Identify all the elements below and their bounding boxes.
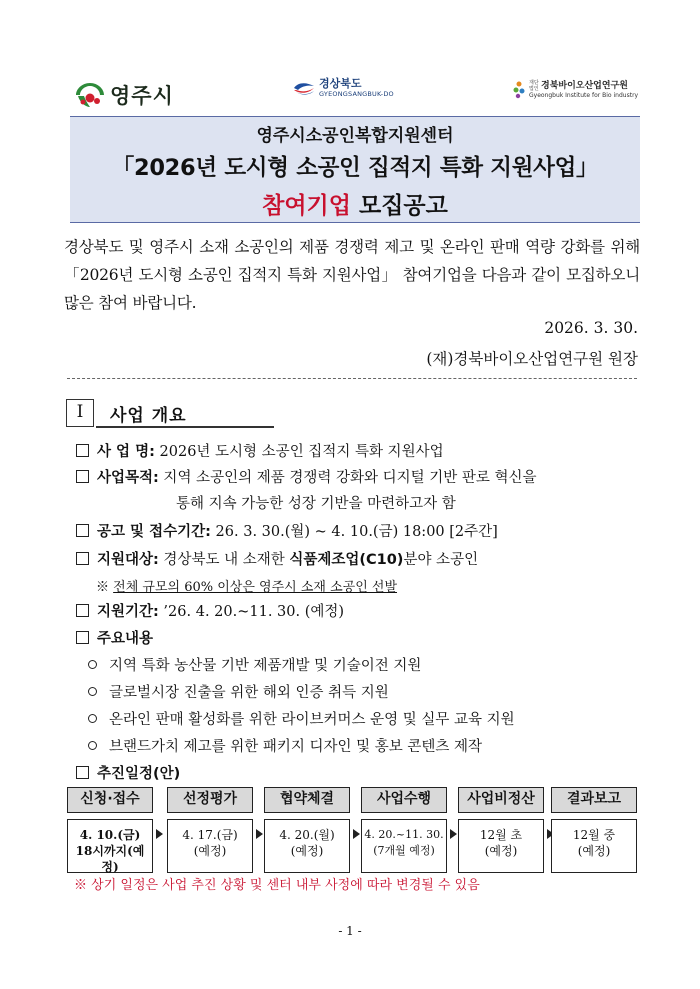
circle-bullet-icon [88,687,97,696]
header-subtitle [70,187,640,220]
page-number: - 1 - [338,924,362,938]
gbis-emblem-icon [512,80,526,100]
gbis-logo-en: Gyeongbuk Institute for Bio industry [529,92,639,99]
section-number: Ⅰ [66,399,94,427]
gbis-logo-name: 경북바이오산업연구원 [541,80,628,91]
announcement-date: 2026. 3. 30. [544,319,638,337]
content-bullet [88,681,389,702]
schedule-flow [67,787,637,877]
item-value: 2026년 도시형 소공인 집적지 특화 지원사업 [154,444,444,460]
note-prefix: ※ [96,580,114,595]
dashed-divider [67,378,637,379]
stage-date: 4. 20.(월) [279,828,335,842]
stage-title: 사업수행 [361,787,447,813]
stage-title: 선정평가 [167,787,253,813]
circle-bullet-icon [88,660,97,669]
arrow-right-icon [353,829,360,839]
schedule-stage [361,787,447,873]
yeongju-logo [74,80,174,110]
stage-detail [67,819,153,873]
stage-note: (7개월 예정) [373,844,435,857]
item-label: 공고 및 접수기간: [97,524,211,540]
header-center-name: 영주시소공인복합지원센터 [256,126,454,146]
item-value: 26. 3. 30.(월) ~ 4. 10.(금) 18:00 [2주간] [210,524,498,540]
yeongju-logo-text: 영주시 [110,84,174,108]
stage-note: (예정) [577,844,611,858]
stage-note: (예정) [193,844,227,858]
item-purpose [76,466,536,487]
bullet-text: 글로벌시장 진출을 위한 해외 인증 취득 지원 [109,685,389,701]
item-purpose-cont: 통해 지속 가능한 성장 기반을 마련하고자 함 [176,496,456,512]
item-label: 사업목적: [97,470,159,486]
stage-date: 12월 초 [479,828,523,842]
schedule-stage [67,787,153,873]
checkbox-square-icon [76,631,89,644]
bullet-text: 브랜드가치 제고를 위한 패키지 디자인 및 홍보 콘텐츠 제작 [109,739,483,755]
checkbox-square-icon [76,444,89,457]
logo-bar [0,72,700,116]
item-target-note [96,576,397,595]
item-label: 주요내용 [97,631,154,647]
gbis-logo [512,80,638,100]
checkbox-square-icon [76,604,89,617]
content-bullet [88,735,482,756]
note-text: 전체 규모의 60% 이상은 영주시 소재 소공인 선발 [113,580,398,595]
item-schedule [76,762,180,783]
schedule-stage [458,787,544,873]
arrow-right-icon [156,829,163,839]
checkbox-square-icon [76,552,89,565]
schedule-stage [264,787,350,873]
item-project-name [76,440,444,461]
section-title: 사업 개요 [110,406,187,426]
gbis-logo-small: 재단 법인 [529,80,539,92]
circle-bullet-icon [88,741,97,750]
stage-date: 4. 10.(금) [79,828,141,842]
arrow-right-icon [450,829,457,839]
checkbox-square-icon [76,524,89,537]
gyeongbuk-emblem-icon [292,78,316,98]
item-label: 사 업 명: [97,444,155,460]
announcement-signer: (재)경북바이오산업연구원 원장 [426,350,638,368]
stage-title: 신청·접수 [67,787,153,813]
header-subtitle-highlight: 참여기업 [262,193,351,219]
stage-note: (예정) [484,844,518,858]
item-label: 지원기간: [97,604,159,620]
checkbox-square-icon [76,766,89,779]
item-support-period [76,600,344,621]
stage-title: 협약체결 [264,787,350,813]
stage-detail [361,819,447,873]
item-value-bold: 식품제조업(C10) [289,552,404,568]
circle-bullet-icon [88,714,97,723]
item-target [76,548,478,569]
item-label: 추진일정(안) [97,766,181,782]
content-bullet [88,654,421,675]
item-contents [76,627,153,648]
content-bullet [88,708,515,729]
stage-note: 18시까지(예정) [75,844,145,874]
item-label: 지원대상: [97,552,159,568]
item-value: 경상북도 내 소재한 [158,552,290,568]
bullet-text: 지역 특화 농산물 기반 제품개발 및 기술이전 지원 [109,658,422,674]
stage-date: 4. 20.~11. 30. [364,828,444,841]
stage-detail [458,819,544,873]
header-title: 「2026년 도시형 소공인 집적지 특화 지원사업」 [111,155,599,181]
stage-date: 4. 17.(금) [182,828,238,842]
announcement-header [70,116,640,223]
item-period [76,520,498,541]
schedule-stage [551,787,637,873]
stage-title: 사업비정산 [458,787,544,813]
section-header [66,399,226,429]
intro-paragraph: 경상북도 및 영주시 소재 소공인의 제품 경쟁력 제고 및 온라인 판매 역량 강화를 위해 「2026년 도시형 소공인 집적지 특화 지원사업」 참여기업을 다음과 같이 모집하오니 많은 참여 바랍니다. [64,238,640,312]
stage-detail [551,819,637,873]
yeongju-emblem-icon [74,81,106,109]
stage-detail [264,819,350,873]
item-value: 지역 소공인의 제품 경쟁력 강화와 디지털 기반 판로 혁신을 [158,470,537,486]
header-subtitle-rest: 모집공고 [350,193,448,219]
item-value: 분야 소공인 [403,552,479,568]
checkbox-square-icon [76,470,89,483]
arrow-right-icon [256,829,263,839]
gyeongbuk-logo-name: 경상북도 [319,77,362,90]
item-value: ’26. 4. 20.~11. 30. (예정) [158,604,345,620]
stage-note: (예정) [290,844,324,858]
schedule-stage [167,787,253,873]
stage-date: 12월 중 [572,828,616,842]
bullet-text: 온라인 판매 활성화를 위한 라이브커머스 운영 및 실무 교육 지원 [109,712,515,728]
section-underline [96,426,274,428]
stage-detail [167,819,253,873]
gyeongbuk-logo-en: GYEONGSANGBUK-DO [319,90,394,98]
gyeongbuk-logo [292,78,394,98]
stage-title: 결과보고 [551,787,637,813]
schedule-footnote: ※ 상기 일정은 사업 추진 상황 및 센터 내부 사정에 따라 변경될 수 있음 [74,878,480,893]
